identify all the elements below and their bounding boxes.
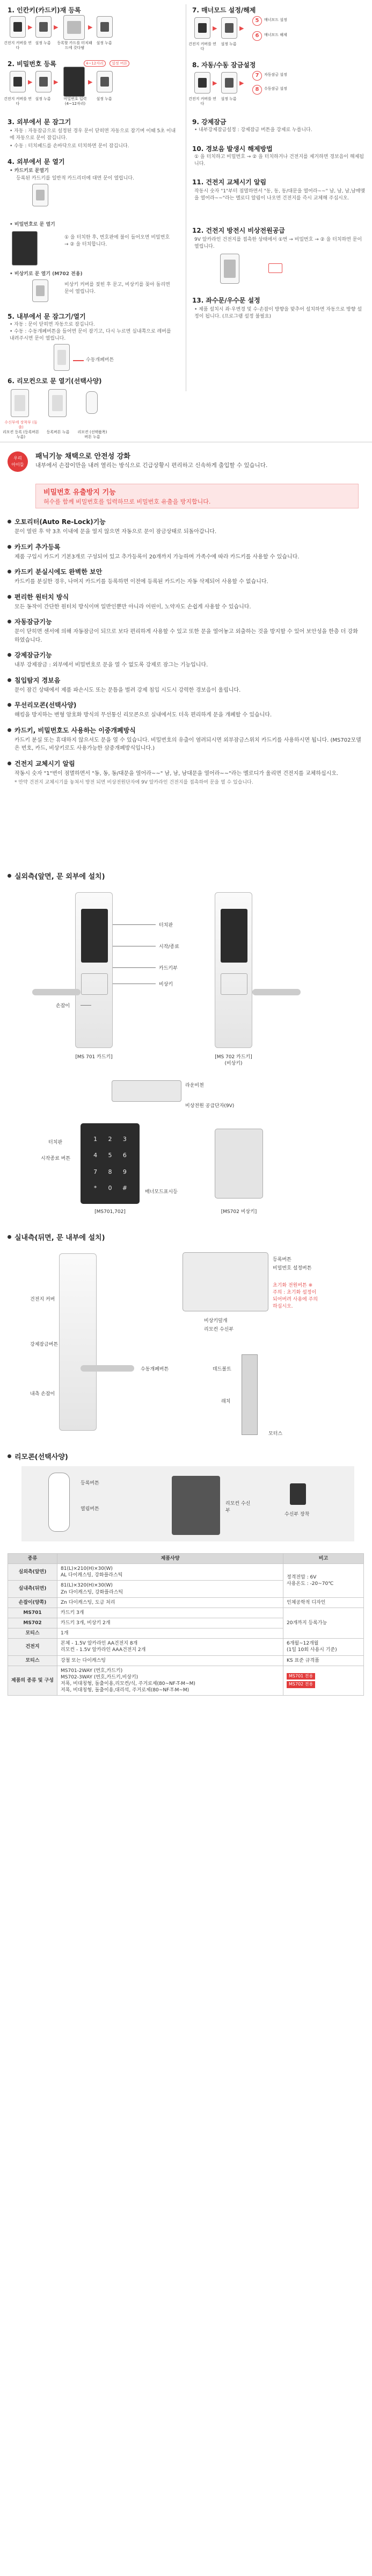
lock-illustration bbox=[221, 72, 237, 94]
indoor-label: 리모컨 수신부 bbox=[204, 1327, 234, 1332]
digit-badge: 4~12자리 bbox=[84, 60, 106, 67]
feature-desc: 해킹을 방지하는 변형 암호화 방식의 무선통신 리모콘으로 실내에서도 더욱 편리하게 문을 개폐할 수 있습니다. bbox=[14, 712, 272, 718]
feature-title: 카드키 분실시에도 완벽한 보안 bbox=[14, 568, 103, 576]
feature-item bbox=[8, 676, 362, 695]
lock-illustration bbox=[10, 16, 26, 38]
keypad-callout: 시작종료 버튼 bbox=[41, 1156, 71, 1161]
row-cat: 손잡이(양쪽) bbox=[8, 1597, 57, 1608]
feature-title: 강제잠금기능 bbox=[14, 651, 52, 659]
panic-desc: 내부에서 손잡이만을 내려 열리는 방식으로 긴급상황시 편리하고 신속하게 출입할 수 있습니다. bbox=[35, 462, 268, 469]
mortise-label: 래치 bbox=[221, 1399, 231, 1404]
bullet-icon bbox=[8, 595, 11, 599]
step-3-title: 3. 외부에서 문 잠그기 bbox=[8, 118, 71, 126]
card-open-label: • 카드키로 문열기 bbox=[10, 168, 49, 174]
row-spec: MS701-2WAY (번호,카드키) MS702-3WAY (번호,카드키,비상키) 저폭, 비대칭형, 돌출이용,리모컨/식, 주거로제(80~NF-T-M~M) 저폭, 비대칭형, 돌출이용,대리석, 주거로제(80~NF-T-M~M) bbox=[57, 1666, 283, 1696]
table-row bbox=[8, 1666, 364, 1696]
indoor-label: 등록버튼 bbox=[273, 1257, 291, 1262]
lock-illustration bbox=[35, 71, 52, 92]
callout-label: 손잡이 bbox=[56, 1003, 70, 1009]
button-7-icon: 7 bbox=[252, 71, 262, 81]
card-open-note: 등록된 카드키를 일반적 카드리더에 대면 문이 열립니다. bbox=[16, 176, 134, 181]
step-4-title: 4. 외부에서 문 열기 bbox=[8, 158, 65, 166]
row-cat: MS701 bbox=[8, 1608, 57, 1618]
bottom-label: 라운비쳔 bbox=[185, 1083, 204, 1088]
step-9-title: 9. 강제잠금 bbox=[192, 118, 227, 126]
feature-title: 무선리모콘(선택사양) bbox=[14, 701, 77, 709]
bullet-icon bbox=[8, 1235, 11, 1239]
remote-header bbox=[8, 1451, 68, 1461]
lock-illustration bbox=[194, 72, 210, 94]
indoor-label: 비밀번호 설정버튼 bbox=[273, 1266, 312, 1271]
bullet-icon bbox=[8, 762, 11, 765]
model-ms701-label: [MS 701 카드키] bbox=[75, 1054, 113, 1060]
table-row bbox=[8, 1608, 364, 1618]
keypad-callout: 매너모드표시등 bbox=[145, 1189, 178, 1195]
pw-open-label: • 비밀번호로 문 열기 bbox=[10, 222, 55, 227]
arrow-icon: ▶ bbox=[88, 78, 93, 85]
receiver-module bbox=[290, 1483, 306, 1505]
step-caption: 설정 누름 bbox=[96, 41, 112, 45]
indoor-handle bbox=[81, 1365, 134, 1372]
keypad-illustration bbox=[63, 67, 85, 97]
feature-item bbox=[8, 700, 362, 720]
remote-register-illustration bbox=[48, 389, 67, 417]
feature-note: * 만약 건전지 교체시기를 놓쳐서 방전 되면 비상전원단자에 9V 알카라인 건전지를 접촉하여 문을 열 수 있습니다. bbox=[14, 780, 253, 785]
logo-line-2: 아이들 bbox=[11, 462, 24, 467]
reset-warning: 초기화 전원버튼 ※ 주의 : 초기화 설정이 되어버려 사용에 주의 하십시오. bbox=[273, 1283, 318, 1309]
bottom-detail-1 bbox=[112, 1080, 181, 1102]
lock-illustration bbox=[221, 17, 237, 39]
card-reader bbox=[221, 973, 247, 995]
indoor-label: 강제잠금버튼 bbox=[30, 1342, 59, 1347]
arrow-icon: ▶ bbox=[213, 25, 217, 32]
bullet-icon bbox=[8, 728, 11, 732]
lock-illustration bbox=[35, 16, 52, 38]
ms701-badge: MS701 전용 bbox=[287, 1673, 315, 1680]
callout-label: 시작/종료 bbox=[159, 944, 179, 950]
lock-illustration bbox=[194, 17, 210, 39]
indoor-lock bbox=[59, 1253, 97, 1431]
ms702-badge: MS702 전용 bbox=[287, 1681, 315, 1688]
card-touch-illustration bbox=[32, 184, 48, 206]
feature-desc: 문이 잠긴 상태에서 제품 파손시도 또는 문틈을 벌려 강제 침입 시도시 강력한 경보음이 울립니다. bbox=[14, 687, 241, 693]
feature-title: 카드키, 비밀번호도 사용하는 이중개폐방식 bbox=[14, 726, 136, 734]
row-spec: 81(L)×210(H)×30(W) AL 다이캐스팅, 강화플라스틱 bbox=[57, 1564, 283, 1581]
row-note: KS 표준 규격품 bbox=[283, 1655, 364, 1666]
feature-desc: 제품 구입시 카드키 기본3개로 구성되어 있고 추가등록이 20개까지 가능하며 가족수에 따라 카드키를 사용할 수 있습니다. bbox=[14, 554, 300, 560]
battery-9v-icon bbox=[268, 263, 282, 273]
lock-illustration bbox=[97, 71, 113, 92]
step-12-title: 12. 건전지 방전시 비상전원공급 bbox=[192, 227, 285, 234]
step-caption: 건전지 커버를 연다 bbox=[188, 42, 216, 52]
indoor-title: 실내측(뒤면, 문 내부에 설치) bbox=[14, 1234, 105, 1242]
row-cat: MS702 bbox=[8, 1618, 57, 1628]
arrow-icon: ▶ bbox=[28, 24, 33, 31]
col-header: 종류 bbox=[8, 1554, 57, 1564]
feature-desc: 모든 동작이 간단한 원터치 방식이며 일반인뿐만 아니라 어린이, 노약자도 손쉽게 사용할 수 있습니다. bbox=[14, 604, 251, 610]
bottom-label: 비상전원 공급단자(9V) bbox=[185, 1103, 235, 1109]
bullet-icon bbox=[8, 620, 11, 623]
step-caption: 비밀번호 입력 (4~12자리) bbox=[63, 97, 87, 106]
row-spec: 81(L)×320(H)×30(W) Zn 다이캐스팅, 강화플라스틱 bbox=[57, 1581, 283, 1597]
table-row bbox=[8, 1655, 364, 1666]
row-spec: 강철 또는 다이캐스팅 bbox=[57, 1655, 283, 1666]
callout-line bbox=[113, 967, 156, 968]
step-caption: 건전지 커버를 연다 bbox=[188, 97, 216, 106]
remote-illustration bbox=[86, 391, 98, 414]
emergency-key-label: • 비상키로 문 열기 (M702 전용) bbox=[10, 271, 83, 277]
step-caption: 리모컨 등록 (등록버튼 누름) bbox=[2, 430, 40, 440]
row-spec: Zn 다이캐스팅, 도금 처리 bbox=[57, 1597, 283, 1608]
lock-ms702-front bbox=[215, 892, 252, 1048]
feature-desc: 내부 강제잠금 : 외부에서 비밀번호로 문을 열 수 없도록 강제로 잠그는 기능입니다. bbox=[14, 662, 208, 668]
row-cat: 실외측(앞면) bbox=[8, 1564, 57, 1581]
row-note bbox=[283, 1666, 364, 1696]
feature-desc: 문이 열린 후 약 3초 이내에 문을 열지 않으면 자동으로 문이 잠금상태로 되돌아갑니다. bbox=[14, 529, 217, 535]
panic-headline: 패닉기능 채택으로 안전성 강화 bbox=[35, 453, 130, 461]
model-emergency-label: [MS702 비상키] bbox=[221, 1209, 257, 1215]
step-caption: 매너모드 설정 bbox=[264, 18, 287, 22]
feature-title: 오토리터(Auto Re-Lock)기능 bbox=[14, 518, 106, 526]
feature-item bbox=[8, 617, 362, 644]
table-row bbox=[8, 1639, 364, 1655]
feature-item bbox=[8, 759, 362, 787]
feature-item bbox=[8, 726, 362, 753]
spec-table bbox=[8, 1553, 364, 1696]
step-7-title: 7. 매너모드 설정/해제 bbox=[192, 6, 256, 14]
arrow-icon: ▶ bbox=[239, 25, 244, 32]
step-caption: 리모컨 (선택품목) 버튼 누름 bbox=[77, 430, 107, 440]
pointer-line bbox=[73, 360, 84, 361]
step-5-auto: • 자동 : 문이 닫히면 자동으로 잠깁니다. bbox=[10, 322, 95, 327]
logo-line-1: 우리 bbox=[13, 456, 22, 461]
button-5-icon: 5 bbox=[252, 16, 262, 26]
row-spec: 카드키 3개 bbox=[57, 1608, 283, 1618]
remote-title: 리모콘(선택사양) bbox=[14, 1453, 68, 1461]
notice-box bbox=[35, 484, 359, 508]
indoor-header bbox=[8, 1232, 105, 1242]
battery-compartment bbox=[183, 1252, 268, 1311]
keypad-callout: 터치판 bbox=[48, 1140, 63, 1145]
bullet-icon bbox=[8, 703, 11, 707]
step-11-note: 작동시 숫자 "1"부터 점멸하면서 "동, 동, 동/대문을 열어라~~" 남, 남, 남,남매맺을 열어라~~"라는 멜로디 알림이 나오면 건전지를 즉시 교체해 주십시오. bbox=[194, 189, 366, 202]
table-row bbox=[8, 1564, 364, 1581]
notice-title: 비밀번호 유출방지 기능 bbox=[43, 489, 116, 497]
step-caption: 설정 누름 bbox=[35, 41, 51, 45]
feature-desc: 작동시 숫자 "1"번이 점멸하면서 "동, 동, 동/대문을 열어라~~" 남, 남, 남대문을 열어라~~"라는 멜로디가 울리면 건전지를 교체하십시오. bbox=[14, 770, 339, 777]
emergency-key-note: 비상키 커버를 젖힌 후 문고, 비상키를 꽂아 돌리면 문이 열립니다. bbox=[64, 282, 170, 295]
mortise bbox=[242, 1354, 258, 1435]
remote-label: 수신부 장착 bbox=[285, 1512, 310, 1517]
step-3-manual: • 수동 : 터치패드를 손바닥으로 터치하면 문이 잠깁니다. bbox=[10, 143, 129, 149]
row-cat: 건전지 bbox=[8, 1639, 57, 1655]
step-caption: 등록버튼 누름 bbox=[46, 430, 70, 434]
keypad-digits: 1 2 3 4 5 6 7 8 9 * 0 # bbox=[93, 1135, 127, 1192]
pw-open-note: ① 을 터치한 후, 번호판에 불이 들어오면 비밀번호 → ② 을 터치합니다. bbox=[64, 235, 170, 248]
step-2-title: 2. 비밀번호 등록 bbox=[8, 60, 56, 68]
step-caption: 매너모드 해제 bbox=[264, 33, 287, 37]
remote-register-illustration bbox=[11, 389, 29, 417]
arrow-icon: ▶ bbox=[88, 24, 93, 31]
feature-title: 건전지 교체시기 알림 bbox=[14, 759, 75, 767]
step-9-note: • 내부강제잠금설정 : 강제잠금 버튼을 강제로 누릅니다. bbox=[194, 127, 312, 133]
step-caption: 등록할 카드를 터치패드에 갖다댐 bbox=[57, 41, 92, 51]
step-10-title: 10. 경보음 발생시 해제방법 bbox=[192, 145, 273, 153]
callout-label: 터치판 bbox=[159, 923, 173, 928]
step-5-title: 5. 내부에서 문 잠그기/열기 bbox=[8, 313, 86, 320]
feature-item bbox=[8, 650, 362, 670]
col-header: 비고 bbox=[283, 1554, 364, 1564]
card-key-illustration bbox=[63, 15, 85, 40]
callout-line bbox=[81, 1005, 91, 1006]
step-10-note: ① 을 터치하고 비밀번호 → ② 을 터치하거나 건전지를 제거하면 경보음이 해제됩니다. bbox=[194, 154, 364, 167]
callout-line bbox=[113, 924, 156, 925]
button-8-icon: 8 bbox=[252, 85, 262, 95]
step-13-note: • 제품 설치시 좌·우변경 및 수·손잡이 방향을 맞추어 설치하면 자동으로 방향 설정이 됩니다. (프로그램 설정 불필요) bbox=[194, 307, 362, 320]
feature-title: 편리한 원터치 방식 bbox=[14, 593, 69, 601]
bullet-icon bbox=[8, 570, 11, 573]
card-reader bbox=[81, 973, 108, 995]
arrow-icon: ▶ bbox=[213, 80, 217, 87]
setting-badge: 설정 버튼 bbox=[110, 60, 129, 67]
keypad-illustration bbox=[12, 231, 38, 266]
step-caption: 설정 누름 bbox=[221, 42, 237, 46]
callout-label: 비상키 bbox=[159, 982, 173, 987]
bullet-icon bbox=[8, 1454, 11, 1458]
spec-table-wrap bbox=[8, 1553, 364, 1696]
feature-title: 카드키 추가등록 bbox=[14, 543, 61, 551]
battery-contact-illustration bbox=[220, 254, 239, 284]
handle-right bbox=[252, 989, 301, 995]
step-caption: 자동잠금 설정 bbox=[264, 73, 287, 77]
model-keypad-label: [MS701,702] bbox=[94, 1209, 126, 1215]
step-caption: 설정 누름 bbox=[221, 97, 237, 101]
indoor-lock-illustration bbox=[54, 344, 70, 371]
step-12-note: 9V 알카라인 건전지를 접촉한 상태에서 ①번 → 비밀번호 → ② 을 터치하면 문이 열립니다. bbox=[194, 237, 362, 250]
row-note: 20개까지 등록가능 bbox=[283, 1608, 364, 1638]
indoor-label: 건전지 커버 bbox=[30, 1297, 55, 1302]
remote-receiver bbox=[172, 1476, 220, 1535]
bullet-icon bbox=[8, 678, 11, 682]
step-caption: 건전지 커버를 연다 bbox=[4, 41, 32, 51]
arrow-icon: ▶ bbox=[28, 78, 33, 85]
indoor-label: 내측 손잡이 bbox=[30, 1391, 55, 1397]
mortise-label: 모터스 bbox=[268, 1431, 283, 1437]
model-ms702-label: [MS 702 카드키] (비상키) bbox=[215, 1054, 252, 1066]
feature-item bbox=[8, 517, 362, 536]
row-spec: 1개 bbox=[57, 1628, 283, 1639]
row-cat: 제품의 종류 및 구성 bbox=[8, 1666, 57, 1696]
arrow-icon: ▶ bbox=[54, 24, 59, 31]
remote-control bbox=[48, 1473, 70, 1532]
outdoor-title: 실외측(앞면, 문 외부에 설치) bbox=[14, 873, 105, 881]
lock-illustration bbox=[10, 71, 26, 92]
feature-title: 침입탐지 경보음 bbox=[14, 676, 61, 684]
step-8-title: 8. 자동/수동 잠금설정 bbox=[192, 61, 256, 69]
remote-receiver-note: 수신부에 장착부 (돌출) bbox=[4, 420, 38, 430]
feature-item bbox=[8, 542, 362, 562]
lock-ms701-front bbox=[75, 892, 113, 1048]
arrow-icon: ▶ bbox=[54, 78, 59, 85]
brand-logo bbox=[8, 451, 28, 472]
step-6-title: 6. 리모컨으로 문 열기(선택사양) bbox=[8, 377, 102, 385]
handle-left bbox=[32, 989, 81, 995]
step-caption: 건전지 커버를 연다 bbox=[4, 97, 32, 106]
feature-item bbox=[8, 567, 362, 586]
remote-label: 등록버튼 bbox=[81, 1481, 99, 1486]
outdoor-header bbox=[8, 871, 105, 881]
bullet-icon bbox=[8, 874, 11, 878]
arrow-icon: ▶ bbox=[239, 80, 244, 87]
step-11-title: 11. 건전지 교체시기 알림 bbox=[192, 178, 267, 186]
indoor-label: 수동개폐버튼 bbox=[141, 1367, 169, 1372]
step-3-auto: • 자동 : 자동잠금으로 설정된 경우 문이 닫히면 자동으로 잠기며 이때 5초 이내에 자동으로 문이 잠깁니다. bbox=[10, 128, 176, 141]
remote-label: 열림버튼 bbox=[81, 1506, 99, 1512]
table-row bbox=[8, 1597, 364, 1608]
bullet-icon bbox=[8, 520, 11, 523]
row-spec: 카드키 3개, 비상키 2개 bbox=[57, 1618, 283, 1628]
bullet-icon bbox=[8, 653, 11, 657]
button-6-icon: 6 bbox=[252, 31, 262, 41]
feature-item bbox=[8, 592, 362, 612]
col-header: 제품사양 bbox=[57, 1554, 283, 1564]
row-note: 6개월~12개월 (1일 10회 사용시 기준) bbox=[283, 1639, 364, 1655]
row-note: 인체공학적 디자인 bbox=[283, 1597, 364, 1608]
keypad-closeup bbox=[81, 1123, 140, 1204]
keypad-panel bbox=[221, 909, 247, 963]
row-cat: 모티스 bbox=[8, 1655, 57, 1666]
step-1-title: 1. 인칸키(카드키)재 등록 bbox=[8, 6, 81, 14]
lock-illustration bbox=[97, 16, 113, 38]
keypad-panel bbox=[81, 909, 108, 963]
step-caption: 설정 누름 bbox=[96, 97, 112, 101]
row-spec: 본체 - 1.5V 알카라인 AA건전지 8개 리모컨 - 1.5V 알카라인 AAA건전지 2개 bbox=[57, 1639, 283, 1655]
bullet-icon bbox=[8, 545, 11, 549]
callout-label: 카드키부 bbox=[159, 966, 178, 971]
mortise-label: 데드볼트 bbox=[213, 1367, 231, 1372]
feature-list bbox=[8, 517, 362, 793]
row-cat: 실내측(뒤면) bbox=[8, 1581, 57, 1597]
notice-desc: 허수를 함께 비밀번호를 입력하므로 비밀번호 유출을 방지합니다. bbox=[43, 498, 211, 505]
step-caption: 설정 누름 bbox=[35, 97, 51, 101]
indoor-label: 비상키덮개 bbox=[204, 1318, 228, 1324]
remote-label: 리모컨 수신부 bbox=[225, 1501, 251, 1513]
manual-button-label: 수동개폐버튼 bbox=[86, 357, 114, 363]
row-cat: 모티스 bbox=[8, 1628, 57, 1639]
emergency-key-closeup bbox=[215, 1129, 263, 1199]
feature-desc: 카드키를 분실한 경우, 나머지 카드키를 등록하면 이전에 등록된 카드키는 자동 삭제되어 사용할 수 없습니다. bbox=[14, 579, 268, 585]
step-13-title: 13. 좌수문/우수문 설정 bbox=[192, 297, 260, 304]
row-note: 정격전압 : 6V 사용온도 : -20~70℃ bbox=[283, 1564, 364, 1598]
step-5-manual: • 수동 : 수동개폐버튼을 들어면 문이 잠기고, 다시 누르면 실내쪽으로 레버를 내려주시면 문이 열립니다. bbox=[10, 329, 171, 342]
step-caption: 수동잠금 설정 bbox=[264, 87, 287, 91]
feature-desc: 문이 닫히면 센서에 의해 자동잠금이 되므로 보다 편리하게 사용할 수 있고 또한 문을 열어놓고 외출하는 것을 방지할 수 있어 보안성을 한층 더 강화하였습니다. bbox=[14, 629, 358, 643]
emergency-key-illustration bbox=[32, 279, 48, 302]
feature-desc: 카드키 분실 또는 휴대하지 않으셔도 문을 열 수 있습니다. 비밀번호의 유출이 염려되시면 외부잠금스위치 카드키를 사용하시면 됩니다. (MS702모델은 번호, 카드, 비상키로도 사용가능한 삼중개폐방식입니다.) bbox=[14, 737, 361, 751]
feature-title: 자동잠금기능 bbox=[14, 618, 52, 626]
